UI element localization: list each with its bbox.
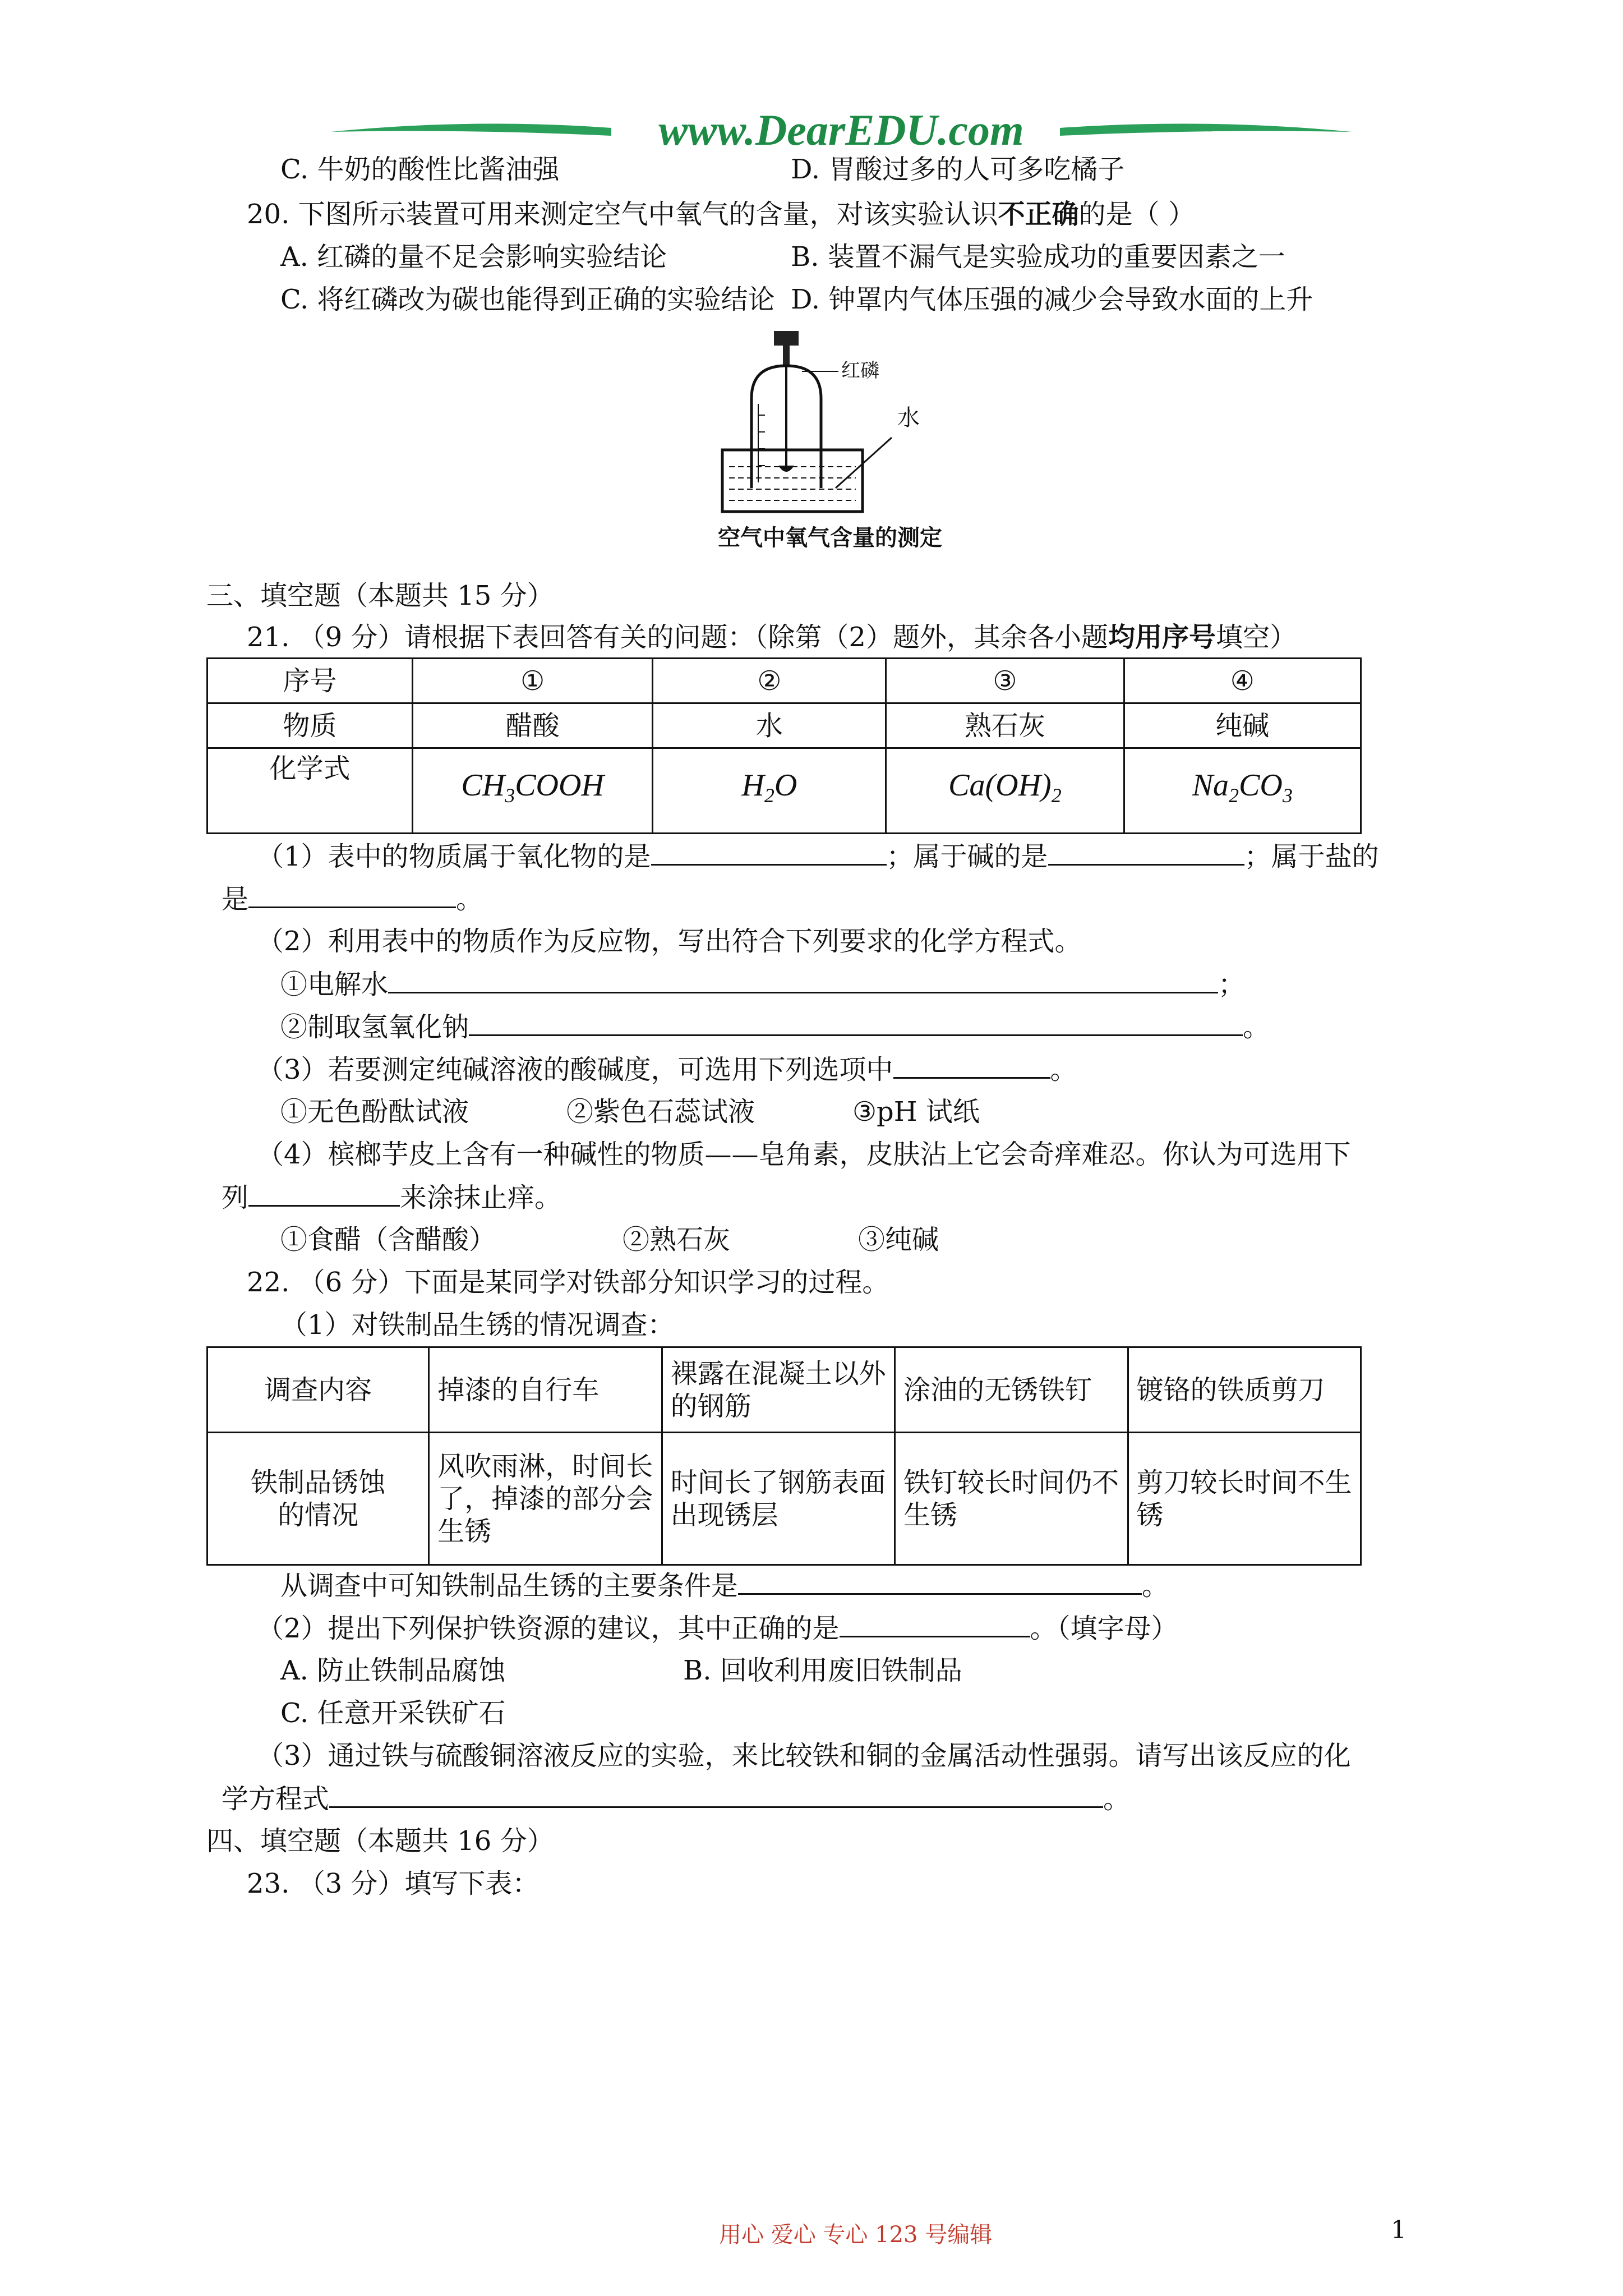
- q21-part1-a: （1）表中的物质属于氧化物的是: [257, 841, 651, 872]
- q22-row-label: 铁制品锈蚀的情况: [208, 1433, 429, 1565]
- q21-part1-d: 是: [222, 884, 249, 915]
- q22-cell-scissors: 剪刀较长时间不生锈: [1128, 1433, 1361, 1565]
- q21-blank-naoh[interactable]: [469, 1010, 1243, 1036]
- q21-stem-post: 填空）: [1215, 622, 1297, 653]
- footer-text: 用心 爱心 专心 123 号编辑: [719, 2222, 993, 2248]
- section4-title: 四、填空题（本题共 16 分）: [206, 1825, 554, 1857]
- q20-option-d: D. 钟罩内气体压强的减少会导致水面的上升: [791, 284, 1313, 315]
- q21-blank-relief[interactable]: [248, 1180, 400, 1207]
- q21-substance-1: 醋酸: [412, 703, 652, 748]
- q22-option-b: B. 回收利用废旧铁制品: [683, 1655, 962, 1686]
- q21-substance-4: 纯碱: [1124, 703, 1361, 748]
- q21-part1-end: 。: [456, 884, 483, 915]
- q21-number-3: ③: [886, 659, 1124, 703]
- q21-part1: [257, 839, 1379, 873]
- q20-option-a: A. 红磷的量不足会影响实验结论: [280, 241, 667, 273]
- q21-substance-2: 水: [653, 703, 886, 748]
- q21-part3-label: （3）若要测定纯碱溶液的酸碱度，可选用下列选项中: [257, 1054, 893, 1085]
- q21-number-1: ①: [412, 659, 652, 703]
- q21-part4-option-3: ③纯碱: [858, 1224, 939, 1255]
- q21-part4-option-2: ②熟石灰: [623, 1224, 731, 1255]
- q20-stem-post: 的是（ ）: [1078, 199, 1195, 230]
- q22-part2: [257, 1611, 1178, 1645]
- q22-part3-cont: [222, 1782, 1130, 1816]
- banner-text: www.DearEDU.com: [658, 107, 1024, 154]
- q21-stem-pre: 21. （9 分）请根据下表回答有关的问题：（除第（2）题外，其余各小题: [247, 622, 1108, 653]
- q21-part3-end: 。: [1050, 1054, 1077, 1085]
- figure-caption: 空气中氧气含量的测定: [718, 525, 942, 551]
- q22-header-item: 调查内容: [208, 1347, 429, 1433]
- banner-swoosh-right: [1060, 123, 1352, 136]
- q21-part2-2-end: 。: [1243, 1011, 1270, 1043]
- q22-part3: （3）通过铁与硫酸铜溶液反应的实验，来比较铁和铜的金属活动性强弱。请写出该反应的化: [257, 1740, 1351, 1772]
- q21-stem-bold: 均用序号: [1108, 622, 1216, 653]
- q21-part3-option-3: ③pH 试纸: [852, 1096, 980, 1128]
- q21-part4-b: 列: [222, 1182, 249, 1213]
- q21-formula-3: $Ca(OH)_2$: [886, 748, 1124, 834]
- q20-stem-bold: 不正确: [998, 199, 1079, 230]
- q22-cell-rebar: 时间长了钢筋表面出现锈层: [662, 1433, 895, 1565]
- q20-stem-pre: 20. 下图所示装置可用来测定空气中氧气的含量，对该实验认识: [247, 199, 998, 230]
- q22-part2-label: （2）提出下列保护铁资源的建议，其中正确的是: [257, 1613, 840, 1644]
- q19-option-c: C. 牛奶的酸性比酱油强: [280, 154, 560, 185]
- q21-header-substance: 物质: [208, 703, 413, 748]
- q21-part1-b: ；属于碱的是: [886, 841, 1048, 872]
- q21-blank-ph[interactable]: [893, 1052, 1050, 1079]
- q21-part3-option-1: ①无色酚酞试液: [280, 1096, 469, 1128]
- q22-header-bike: 掉漆的自行车: [429, 1347, 662, 1433]
- q21-part4-option-1: ①食醋（含醋酸）: [280, 1224, 496, 1255]
- q20-stem: [247, 197, 1195, 231]
- q20-option-c: C. 将红磷改为碳也能得到正确的实验结论: [280, 284, 775, 315]
- q22-cell-bike: 风吹雨淋，时间长了，掉漆的部分会生锈: [429, 1433, 662, 1565]
- q22-header-rebar: 裸露在混凝土以外的钢筋: [662, 1347, 895, 1433]
- q21-number-2: ②: [653, 659, 886, 703]
- q22-stem: 22. （6 分）下面是某同学对铁部分知识学习的过程。: [247, 1267, 889, 1298]
- q19-option-d: D. 胃酸过多的人可多吃橘子: [791, 154, 1125, 185]
- q21-part1-c: ；属于盐的: [1244, 841, 1379, 872]
- q21-part2-2-label: ②制取氢氧化钠: [280, 1011, 469, 1043]
- q23-stem: 23. （3 分）填写下表：: [247, 1868, 540, 1899]
- q21-blank-base[interactable]: [1048, 839, 1244, 866]
- q21-table: [206, 657, 1362, 834]
- q22-conclusion: [280, 1568, 1169, 1603]
- q22-table: [206, 1346, 1362, 1566]
- q21-part3: [257, 1052, 1077, 1087]
- q21-formula-1: $CH_3COOH$: [412, 748, 652, 834]
- q22-blank-suggestion[interactable]: [840, 1611, 1030, 1637]
- q22-part1: （1）对铁制品生锈的情况调查：: [280, 1309, 675, 1341]
- q21-part2-1-end: ；: [1218, 969, 1246, 1000]
- banner-swoosh-left: [331, 123, 611, 136]
- q22-header-nail: 涂油的无锈铁钉: [895, 1347, 1128, 1433]
- q21-header-number: 序号: [208, 659, 413, 703]
- q22-part3-end: 。: [1103, 1783, 1131, 1815]
- q21-header-formula: 化学式: [208, 748, 413, 834]
- q21-formula-4: $Na_2CO_3$: [1124, 748, 1361, 834]
- q22-option-a: A. 防止铁制品腐蚀: [280, 1655, 506, 1686]
- figure-label-phosphorus: 红磷: [841, 360, 879, 382]
- q22-part3-b: 学方程式: [222, 1783, 330, 1815]
- q21-part3-option-2: ②紫色石蕊试液: [566, 1096, 755, 1128]
- q22-blank-rust-condition[interactable]: [738, 1568, 1142, 1595]
- oxygen-measurement-figure: [707, 325, 1021, 561]
- q21-number-4: ④: [1124, 659, 1361, 703]
- q21-part1-cont: [222, 882, 483, 916]
- q22-option-c: C. 任意开采铁矿石: [280, 1697, 506, 1729]
- q22-cell-nail: 铁钉较长时间仍不生锈: [895, 1433, 1128, 1565]
- q22-conclusion-label: 从调查中可知铁制品生锈的主要条件是: [280, 1570, 739, 1602]
- q21-substance-3: 熟石灰: [886, 703, 1124, 748]
- q21-blank-oxide[interactable]: [651, 839, 887, 866]
- q22-blank-equation[interactable]: [329, 1782, 1103, 1808]
- q21-part4-cont: [222, 1180, 561, 1214]
- q21-part2-1-label: ①电解水: [280, 969, 389, 1000]
- section3-title: 三、填空题（本题共 15 分）: [206, 580, 554, 611]
- q21-stem: [247, 620, 1297, 654]
- q21-blank-salt[interactable]: [248, 882, 456, 908]
- q20-option-b: B. 装置不漏气是实验成功的重要因素之一: [791, 241, 1285, 273]
- q21-part4-c: 来涂抹止痒。: [400, 1182, 562, 1213]
- q21-formula-2: $H_2O$: [653, 748, 886, 834]
- page-number: 1: [1391, 2216, 1407, 2244]
- q21-part2-2: [280, 1010, 1270, 1044]
- q22-part2-end: 。（填字母）: [1030, 1613, 1178, 1644]
- q21-part2-1: [280, 967, 1245, 1001]
- q21-part2: （2）利用表中的物质作为反应物，写出符合下列要求的化学方程式。: [257, 926, 1082, 957]
- q21-part4: （4）槟榔芋皮上含有一种碱性的物质——皂角素，皮肤沾上它会奇痒难忍。你认为可选用下: [257, 1139, 1351, 1170]
- q21-blank-electrolysis[interactable]: [388, 967, 1218, 993]
- q22-header-scissors: 镀铬的铁质剪刀: [1128, 1347, 1361, 1433]
- figure-label-water: 水: [897, 405, 920, 431]
- q22-conclusion-end: 。: [1142, 1570, 1169, 1602]
